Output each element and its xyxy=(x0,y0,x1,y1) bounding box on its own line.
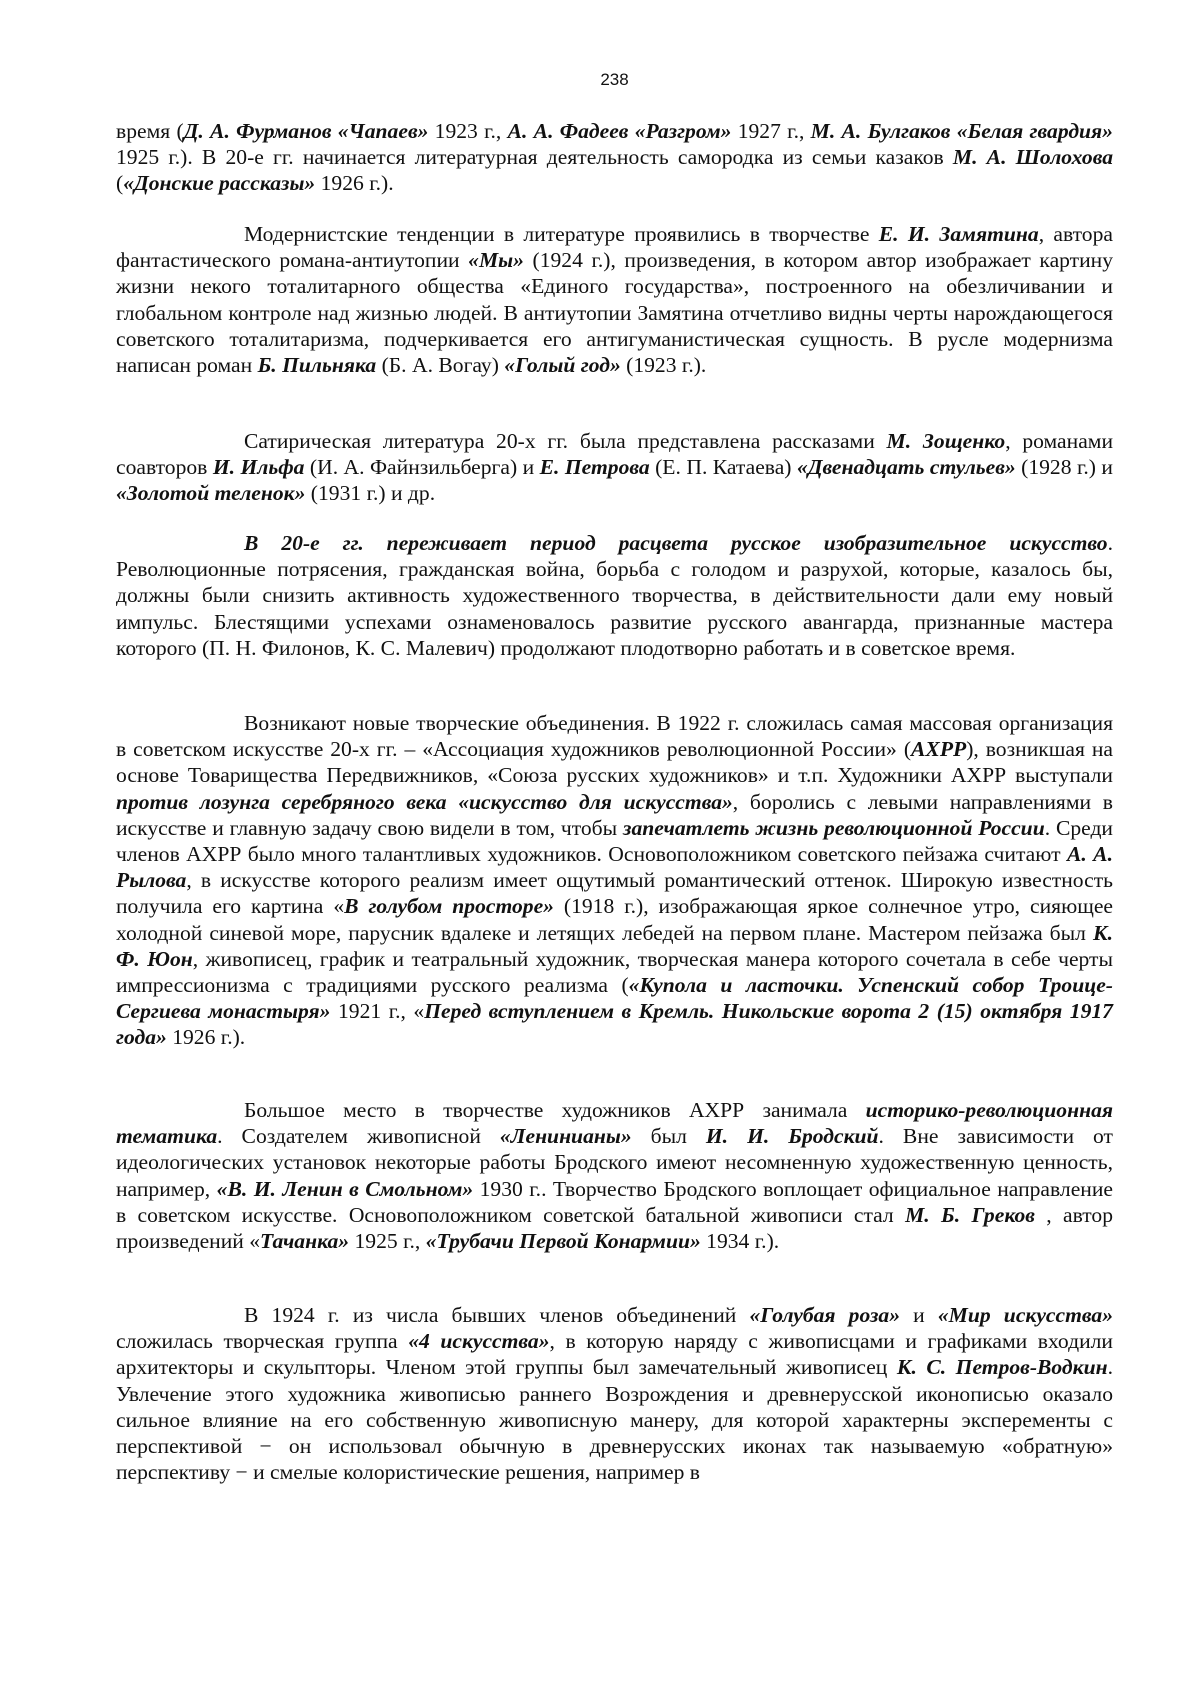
emphasized-text: И. Ильфа xyxy=(212,455,305,480)
emphasized-text: историко-революционная тематика xyxy=(116,1098,1113,1149)
emphasized-text: Е. Петрова xyxy=(539,455,650,480)
body-text: (1918 г.), изображающая яркое солнечное утро, сияющее холодной синевой море, парусник вдалеке и летящих лебедей на первом плане. Мастером пейзажа был xyxy=(116,894,1113,945)
body-text: , автора фантастического романа-антиутопии xyxy=(116,222,1113,273)
emphasized-text: «Трубачи Первой Конармии» xyxy=(425,1229,701,1254)
body-text: был xyxy=(631,1124,706,1149)
body-text: 1930 г.. Творчество Бродского воплощает официальное направление в советском искусстве. Основоположником советской батальной живописи стал xyxy=(116,1176,1113,1227)
page-number: 238 xyxy=(600,70,629,89)
paragraph-akhrr xyxy=(116,710,1113,1051)
emphasized-text: «Двенадцать стульев» xyxy=(796,455,1016,480)
body-text: . Революционные потрясения, гражданская война, борьба с голодом и разрухой, которые, казалось бы, должны были снизить активность художественного творчества, в действительности дали ему новый импульс. Блестящими успехами ознаменовалось развитие русского авангарда, признанные мастера которого (П. Н. Филонов, К. С. Малевич) продолжают плодотворно работать и в советское время. xyxy=(116,531,1113,660)
emphasized-text: против лозунга серебряного века «искусство для искусства» xyxy=(116,789,733,814)
body-text: 1926 г.). xyxy=(315,171,394,196)
body-text: 1925 г., xyxy=(349,1229,426,1254)
emphasized-text: Д. А. Фурманов «Чапаев» xyxy=(183,119,429,143)
emphasized-text: Е. И. Замятина xyxy=(878,222,1039,246)
body-text: и xyxy=(900,1303,938,1327)
emphasized-text: «Донские рассказы» xyxy=(123,171,316,196)
emphasized-text: А. А. Фадеев «Разгром» xyxy=(507,119,732,143)
body-text: 1925 г.). В 20-е гг. начинается литературная деятельность самородка из семьи казаков xyxy=(116,145,953,170)
emphasized-text: «4 искусства» xyxy=(408,1329,550,1354)
paragraph-continuation xyxy=(116,118,1113,197)
body-text: , живописец, график и театральный художник, творческая манера которого сочетала в себе черты импрессионизма с традициями русского реализма ( xyxy=(116,946,1113,998)
emphasized-text: «Ленинианы» xyxy=(499,1124,632,1149)
body-text: (1923 г.). xyxy=(620,353,707,378)
body-text: 1927 г., xyxy=(731,119,811,143)
emphasized-text: М. А. Шолохова xyxy=(952,145,1113,170)
paragraph-zamyatin xyxy=(116,221,1113,378)
body-text: (1924 г.), произведения, в котором автор изображает картину жизни некого тоталитарного общества «Единого государства», построенного на обезличивании и глобальном контроле над жизнью людей. В антиутопии Замятина отчетливо видны черты нарождающегося советского тоталитаризма, подчеркивается его антигуманистическая сущность. В русле модернизма написан роман xyxy=(116,248,1114,378)
emphasized-text: А. А. Рылова xyxy=(116,842,1113,893)
body-text: Сатирическая литература 20-х гг. была представлена рассказами xyxy=(244,429,887,453)
body-text: , в искусстве которого реализм имеет ощутимый романтический оттенок. Широкую известность получила его картина « xyxy=(116,868,1113,919)
paragraph-four-arts xyxy=(116,1302,1113,1485)
emphasized-text: «Мы» xyxy=(468,248,524,273)
emphasized-text: «Голый год» xyxy=(504,353,621,378)
emphasized-text: К. Ф. Юон xyxy=(116,920,1113,971)
emphasized-text: М. А. Булгаков «Белая гвардия» xyxy=(810,119,1113,143)
paragraph-fine-arts xyxy=(116,530,1113,661)
body-text: В 1924 г. из числа бывших членов объединений xyxy=(244,1303,750,1327)
body-text: Модернистские тенденции в литературе проявились в творчестве xyxy=(244,222,879,246)
emphasized-text: М. Б. Греков xyxy=(905,1202,1035,1227)
emphasized-text: «Мир искусства» xyxy=(937,1303,1113,1327)
body-text: (Е. П. Катаева) xyxy=(649,455,797,480)
paragraph-satire xyxy=(116,428,1113,507)
emphasized-text: В 20-е гг. переживает период расцвета русское изобразительное искусство xyxy=(244,531,1108,555)
emphasized-text: АХРР xyxy=(911,737,967,762)
emphasized-text: Тачанка» xyxy=(260,1229,350,1254)
body-text: сложилась творческая группа xyxy=(116,1329,409,1354)
body-text: . Создателем живописной xyxy=(217,1124,500,1149)
body-text: ( xyxy=(116,171,124,196)
emphasized-text: В голубом просторе» xyxy=(344,894,554,919)
body-text: . Вне зависимости от идеологических установок некоторые работы Бродского имеют несомненную художественную ценность, например, xyxy=(116,1124,1113,1201)
body-text: ), возникшая на основе Товарищества Передвижников, «Союза русских художников» и т.п. Художники АХРР выступали xyxy=(116,737,1113,788)
body-text: 1923 г., xyxy=(428,119,508,143)
body-text: Большое место в творчестве художников АХРР занимала xyxy=(244,1098,866,1122)
emphasized-text: «В. И. Ленин в Смольном» xyxy=(216,1176,474,1201)
body-text: , романами соавторов xyxy=(116,429,1113,480)
emphasized-text: «Золотой теленок» xyxy=(116,481,306,506)
emphasized-text: Перед вступлением в Кремль. Никольские ворота 2 (15) октября 1917 года» xyxy=(116,999,1113,1050)
body-text: (Б. А. Вогау) xyxy=(376,353,505,378)
body-text: 1926 г.). xyxy=(166,1025,246,1050)
body-text: , автор произведений « xyxy=(116,1202,1113,1254)
emphasized-text: «Купола и ласточки. Успенский собор Троице-Сергиева монастыря» xyxy=(116,973,1113,1024)
body-text: (1931 г.) и др. xyxy=(305,481,436,506)
body-text: . Увлечение этого художника живописью раннего Возрождения и древнерусской иконописью оказало сильное влияние на его собственную живописную манеру, для которой характерны эксперементы с перспективой − он использовал обычную в древнерусских иконах так называемую «обратную» перспективу − и смелые колористические решения, например в xyxy=(116,1355,1113,1485)
body-text: 1921 г., « xyxy=(330,999,425,1024)
body-text: время ( xyxy=(116,119,184,143)
body-text: , боролись с левыми направлениями в искусстве и главную задачу свою видели в том, чтобы xyxy=(116,789,1113,840)
body-text: 1934 г.). xyxy=(700,1229,780,1254)
emphasized-text: И. И. Бродский xyxy=(705,1124,879,1149)
emphasized-text: «Голубая роза» xyxy=(749,1303,901,1327)
emphasized-text: М. Зощенко xyxy=(886,429,1006,453)
emphasized-text: запечатлеть жизнь революционной России xyxy=(623,815,1045,840)
body-text: Возникают новые творческие объединения. В 1922 г. сложилась самая массовая организация в советском искусстве 20-х гг. – «Ассоциация художников революционной России» ( xyxy=(116,711,1113,762)
body-text: (И. А. Файнзильберга) и xyxy=(304,455,540,480)
emphasized-text: Б. Пильняка xyxy=(257,353,377,378)
paragraph-historical-revolutionary xyxy=(116,1097,1113,1254)
body-text: (1928 г.) и xyxy=(1015,455,1113,480)
body-text: . Среди членов АХРР было много талантливых художников. Основоположником советского пейзажа считают xyxy=(116,815,1113,867)
body-text: , в которую наряду с живописцами и графиками входили архитекторы и скульпторы. Членом этой группы был замечательный живописец xyxy=(116,1329,1113,1380)
emphasized-text: К. С. Петров-Водкин xyxy=(896,1355,1108,1380)
